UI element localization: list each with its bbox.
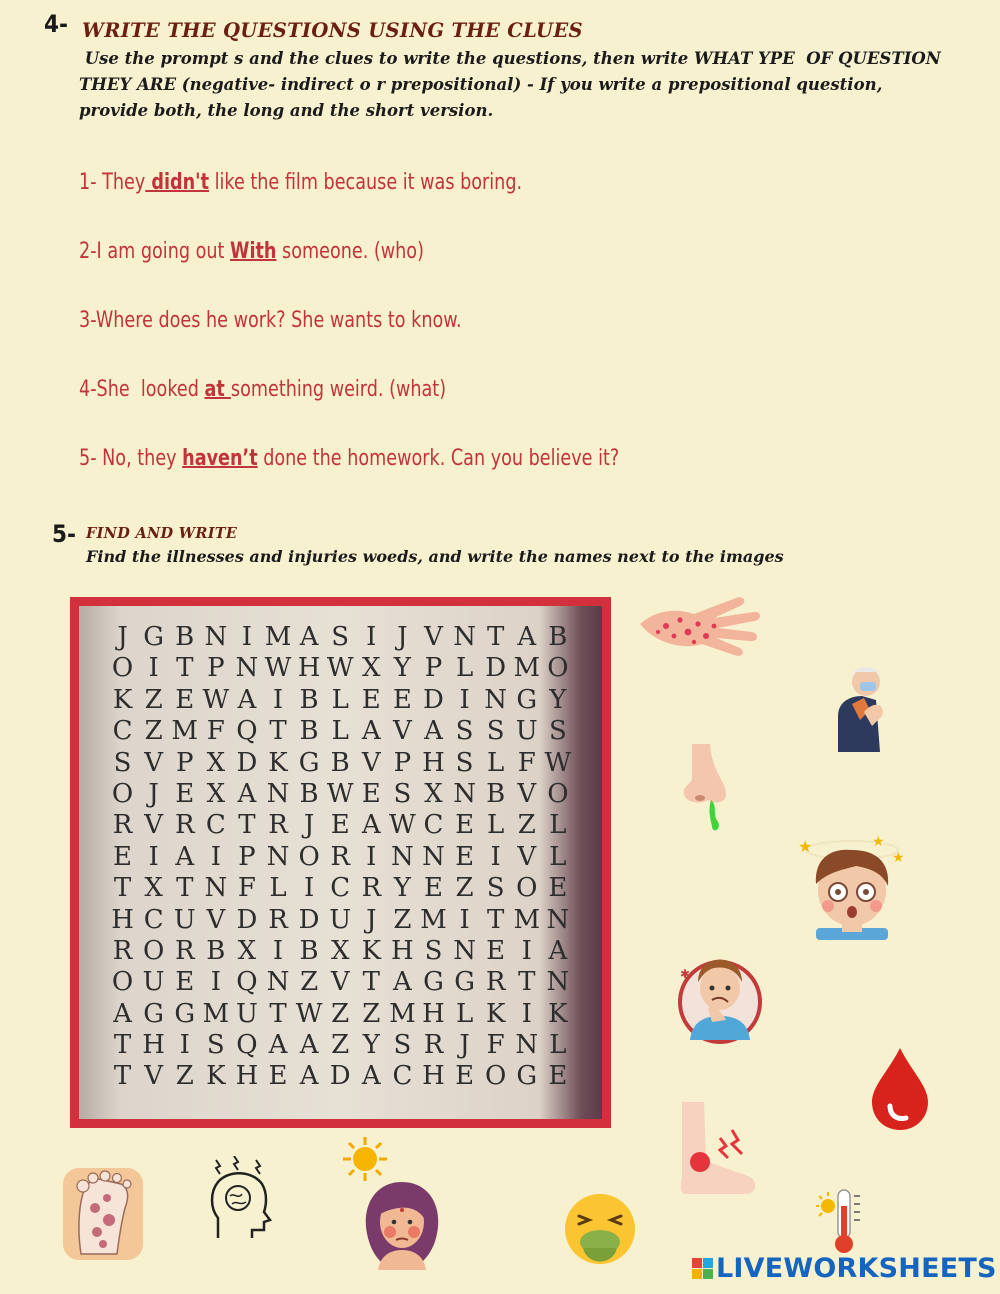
word-search-letter[interactable]: H (297, 653, 321, 684)
sore-throat-boy-icon (676, 942, 764, 1046)
svg-text:★: ★ (892, 850, 905, 866)
word-search-letter[interactable]: F (486, 1030, 505, 1061)
word-search-letter[interactable]: I (366, 622, 377, 652)
word-search-letter[interactable]: L (455, 653, 474, 684)
word-search-letter[interactable]: R (268, 904, 288, 935)
word-search-letter[interactable]: S (548, 716, 567, 747)
word-search-letter[interactable]: D (485, 653, 507, 684)
word-search-letter[interactable]: D (423, 684, 444, 715)
word-search-letter[interactable]: X (330, 935, 350, 966)
word-search-letter[interactable]: T (113, 873, 132, 904)
word-search-letter[interactable]: N (546, 904, 570, 935)
word-search-letter[interactable]: H (142, 1030, 165, 1061)
word-search-letter[interactable]: H (422, 998, 445, 1029)
word-search-letter[interactable]: A (299, 622, 319, 652)
word-search-letter[interactable]: M (171, 716, 199, 747)
word-search-letter[interactable]: E (268, 1061, 288, 1092)
question-4 (79, 377, 446, 402)
word-search-letter[interactable]: U (329, 904, 352, 935)
word-search-letter[interactable]: O (142, 935, 165, 966)
word-search-letter[interactable]: T (238, 810, 256, 841)
svg-text:✱: ✱ (680, 967, 691, 981)
word-search-letter[interactable]: G (423, 967, 444, 998)
coughing-man-icon (830, 660, 896, 754)
word-search-letter[interactable]: A (548, 935, 568, 966)
question-text: like the film because it was boring. (209, 170, 523, 195)
question-text: done the homework. Can you believe it? (257, 446, 620, 471)
word-search-letter[interactable]: F (206, 716, 225, 747)
word-search-letter[interactable]: V (144, 747, 164, 778)
sunburn-girl-icon (360, 1178, 444, 1270)
question-text: someone. (who) (276, 239, 424, 264)
word-search-letter[interactable]: Y (393, 873, 411, 904)
word-search-letter[interactable]: B (299, 716, 319, 747)
word-search-letter[interactable]: S (393, 1030, 412, 1061)
word-search-letter[interactable]: J (397, 622, 408, 652)
word-search-letter[interactable]: I (366, 841, 377, 872)
word-search-letter[interactable]: V (144, 810, 164, 841)
word-search-letter[interactable]: T (269, 716, 287, 747)
word-search-letter[interactable]: R (174, 810, 195, 841)
word-search-letter[interactable]: X (144, 873, 163, 904)
question-1 (79, 170, 522, 195)
word-search-letter[interactable]: D (329, 1061, 351, 1092)
word-search-letter[interactable]: H (235, 1061, 259, 1092)
word-search-letter[interactable]: C (205, 810, 226, 841)
word-search-letter[interactable]: Q (236, 716, 258, 747)
word-search-letter[interactable]: T (176, 873, 194, 904)
word-search-letter[interactable]: N (204, 873, 228, 904)
word-search-letter[interactable]: O (547, 653, 569, 684)
word-search-letter[interactable]: N (546, 967, 570, 998)
word-search-letter[interactable]: E (548, 873, 568, 904)
word-search-letter[interactable]: E (548, 1061, 568, 1092)
word-search-letter[interactable]: N (422, 841, 445, 872)
word-search-letter[interactable]: I (521, 935, 532, 966)
word-search-letter[interactable]: M (389, 998, 416, 1029)
word-search-letter[interactable]: I (459, 904, 470, 935)
word-search-letter[interactable]: C (330, 873, 351, 904)
word-search-letter[interactable]: Z (455, 873, 474, 904)
word-search-letter[interactable]: T (269, 998, 287, 1029)
question-text: 3-Where does he work? She wants to know. (79, 308, 462, 333)
word-search-letter[interactable]: G (516, 684, 538, 715)
word-search-letter[interactable]: W (202, 684, 230, 715)
word-search-grid[interactable] (107, 622, 573, 1093)
instruction-line-2: THEY ARE (negative- indirect o r prepositional) - If you write a prepositional question, (79, 75, 883, 94)
word-search-letter[interactable]: S (455, 716, 474, 747)
word-search-letter[interactable]: Q (236, 967, 258, 998)
word-search-letter[interactable]: I (210, 967, 221, 998)
word-search-letter[interactable]: E (392, 684, 412, 715)
question-5 (79, 446, 619, 471)
rash-hand-icon (636, 580, 762, 666)
word-search-letter[interactable]: A (268, 1030, 288, 1061)
word-search-letter[interactable]: B (175, 622, 195, 652)
word-search-letter[interactable]: E (455, 810, 475, 841)
runny-nose-icon (678, 742, 736, 836)
logo-mark-icon (692, 1258, 713, 1279)
word-search-letter[interactable]: H (422, 1061, 445, 1092)
word-search-letter[interactable]: G (143, 622, 165, 652)
vomiting-face-icon (563, 1192, 637, 1266)
question-key-word: With (230, 239, 277, 264)
word-search-letter[interactable]: L (331, 716, 349, 747)
word-search-letter[interactable]: P (238, 841, 256, 872)
word-search-letter[interactable]: R (112, 810, 133, 841)
word-search-letter[interactable]: A (361, 716, 381, 747)
word-search-letter[interactable]: E (455, 841, 475, 872)
question-3 (79, 308, 462, 333)
word-search-letter[interactable]: D (236, 747, 258, 778)
word-search-letter[interactable]: B (330, 747, 350, 778)
word-search-letter[interactable]: C (143, 904, 164, 935)
word-search-letter[interactable]: R (174, 935, 195, 966)
word-search-letter[interactable]: O (111, 778, 134, 809)
word-search-letter[interactable]: S (424, 935, 443, 966)
word-search-letter[interactable]: W (326, 778, 354, 809)
word-search-letter[interactable]: L (487, 810, 505, 841)
word-search-letter[interactable]: T (176, 653, 194, 684)
word-search-letter[interactable]: M (202, 998, 230, 1029)
word-search-letter[interactable]: C (112, 716, 133, 747)
word-search-letter[interactable]: O (485, 1061, 507, 1092)
word-search-letter[interactable]: I (303, 873, 315, 904)
section-4-number: 4- (44, 10, 68, 38)
word-search-letter[interactable]: L (549, 841, 567, 872)
word-search-letter[interactable]: T (487, 622, 505, 652)
word-search-letter[interactable]: T (113, 1030, 132, 1061)
word-search-letter[interactable]: V (144, 1061, 164, 1092)
word-search-letter[interactable]: K (206, 1061, 226, 1092)
word-search-letter[interactable]: A (393, 967, 412, 998)
word-search-letter[interactable]: O (111, 967, 134, 998)
word-search-letter[interactable]: I (272, 935, 284, 966)
word-search-letter[interactable]: S (486, 716, 505, 747)
section-5-title: FIND AND WRITE (86, 525, 238, 542)
blood-drop-icon (870, 1046, 930, 1132)
word-search-letter[interactable]: N (484, 684, 508, 715)
word-search-letter[interactable]: Z (331, 1030, 350, 1061)
word-search-letter[interactable]: L (549, 1030, 567, 1061)
word-search-letter[interactable]: Z (144, 684, 163, 715)
word-search-letter[interactable]: J (459, 1030, 470, 1061)
word-search-letter[interactable]: K (548, 998, 568, 1029)
question-key-word: haven’t (182, 446, 258, 471)
word-search-letter[interactable]: O (547, 778, 569, 809)
word-search-letter[interactable]: Y (362, 1030, 380, 1061)
question-text: 5- No, they (79, 446, 183, 471)
word-search-letter[interactable]: Z (144, 716, 163, 747)
word-search-letter[interactable]: P (393, 747, 412, 778)
word-search-letter[interactable]: P (207, 653, 225, 684)
word-search-letter[interactable]: B (206, 935, 226, 966)
word-search-letter[interactable]: S (206, 1030, 225, 1061)
fever-thermometer-icon (814, 1186, 868, 1256)
word-search-letter[interactable]: G (454, 967, 475, 998)
word-search-letter[interactable]: U (173, 904, 196, 935)
logo-text: LIVEWORKSHEETS (716, 1253, 997, 1284)
word-search-letter[interactable]: N (391, 841, 414, 872)
word-search-letter[interactable]: L (455, 998, 474, 1029)
word-search-letter[interactable]: W (264, 653, 292, 684)
word-search-letter[interactable]: R (361, 873, 382, 904)
word-search-letter[interactable]: Q (236, 1030, 258, 1061)
word-search-letter[interactable]: N (453, 778, 476, 809)
word-search-letter[interactable]: N (266, 841, 290, 872)
sprained-ankle-icon (676, 1100, 760, 1196)
word-search-letter[interactable]: Z (362, 998, 381, 1029)
section-5-number: 5- (52, 520, 76, 548)
word-search-letter[interactable]: M (420, 904, 447, 935)
word-search-letter[interactable]: E (330, 810, 350, 841)
word-search-letter[interactable]: Z (300, 967, 319, 998)
word-search-letter[interactable]: V (361, 747, 381, 778)
word-search-letter[interactable]: I (490, 841, 501, 872)
word-search-letter[interactable]: F (517, 747, 536, 778)
word-search-letter[interactable]: I (148, 653, 159, 684)
question-2 (79, 239, 424, 264)
question-key-word: didn't (145, 170, 209, 195)
word-search-letter[interactable]: Z (331, 998, 350, 1029)
word-search-letter[interactable]: D (236, 904, 258, 935)
word-search-letter[interactable]: G (298, 747, 320, 778)
question-text: something weird. (what) (230, 377, 447, 402)
word-search-letter[interactable]: V (330, 967, 350, 998)
word-search-letter[interactable]: E (175, 967, 195, 998)
word-search-letter[interactable]: I (148, 841, 159, 872)
word-search-letter[interactable]: A (424, 716, 443, 747)
word-search-letter[interactable]: R (485, 967, 506, 998)
word-search-letter[interactable]: L (269, 873, 287, 904)
word-search-letter[interactable]: W (295, 998, 323, 1029)
word-search-letter[interactable]: E (175, 778, 195, 809)
word-search-letter[interactable]: L (549, 810, 567, 841)
word-search-letter[interactable]: O (298, 841, 320, 872)
word-search-letter[interactable]: K (112, 684, 133, 715)
word-search-letter[interactable]: X (424, 778, 443, 809)
word-search-letter[interactable]: R (112, 935, 133, 966)
word-search-letter[interactable]: A (175, 841, 195, 872)
question-text: 2-I am going out (79, 239, 231, 264)
word-search-letter[interactable]: A (361, 810, 381, 841)
word-search-letter[interactable]: E (486, 935, 506, 966)
word-search-letter[interactable]: E (175, 684, 195, 715)
word-search-letter[interactable]: Z (393, 904, 412, 935)
word-search-letter[interactable]: N (453, 935, 476, 966)
word-search-paper (79, 606, 602, 1119)
word-search-letter[interactable]: V (206, 904, 226, 935)
word-search-letter[interactable]: O (516, 873, 538, 904)
word-search-letter[interactable]: J (148, 778, 159, 809)
word-search-letter[interactable]: J (366, 904, 377, 935)
word-search-letter[interactable]: Y (549, 684, 567, 715)
word-search-letter[interactable]: I (179, 1030, 190, 1061)
word-search-letter[interactable]: D (298, 904, 320, 935)
word-search-letter[interactable]: Z (175, 1061, 194, 1092)
question-key-word: at (204, 377, 231, 402)
word-search-letter[interactable]: H (391, 935, 414, 966)
question-text: 4-She looked (79, 377, 205, 402)
word-search-letter[interactable]: S (455, 747, 474, 778)
headache-head-icon (208, 1156, 272, 1240)
word-search-letter[interactable]: T (518, 967, 536, 998)
word-search-letter[interactable]: M (264, 622, 292, 652)
svg-text:★: ★ (872, 834, 885, 850)
word-search-letter[interactable]: A (113, 998, 132, 1029)
word-search-letter[interactable]: I (272, 684, 284, 715)
word-search-letter[interactable]: X (206, 747, 226, 778)
word-search-letter[interactable]: B (299, 935, 319, 966)
word-search-letter[interactable]: N (266, 967, 290, 998)
word-search-letter[interactable]: B (299, 778, 319, 809)
word-search-letter[interactable]: I (210, 841, 221, 872)
word-search-letter[interactable]: T (362, 967, 380, 998)
word-search-letter[interactable]: P (175, 747, 194, 778)
word-search-letter[interactable]: W (326, 653, 354, 684)
word-search-letter[interactable]: K (485, 998, 506, 1029)
sun-icon (342, 1136, 388, 1182)
word-search-letter[interactable]: A (361, 1061, 381, 1092)
word-search-letter[interactable]: G (174, 998, 196, 1029)
word-search-letter[interactable]: L (487, 747, 505, 778)
word-search-letter[interactable]: T (487, 904, 505, 935)
section-4-title: WRITE THE QUESTIONS USING THE CLUES (82, 19, 583, 42)
word-search-letter[interactable]: A (237, 778, 257, 809)
word-search-letter[interactable]: O (111, 653, 134, 684)
word-search-letter[interactable]: E (455, 1061, 475, 1092)
word-search-frame (70, 597, 611, 1128)
word-search-letter[interactable]: M (513, 904, 541, 935)
word-search-letter[interactable]: G (516, 1061, 538, 1092)
word-search-letter[interactable]: S (393, 778, 412, 809)
word-search-letter[interactable]: A (299, 1061, 319, 1092)
word-search-letter[interactable]: N (204, 622, 228, 652)
word-search-letter[interactable]: B (548, 622, 568, 652)
word-search-letter[interactable]: H (422, 747, 445, 778)
word-search-letter[interactable]: S (113, 747, 132, 778)
word-search-letter[interactable]: M (513, 653, 541, 684)
word-search-letter[interactable]: X (237, 935, 257, 966)
word-search-letter[interactable]: W (389, 810, 416, 841)
word-search-letter[interactable]: C (392, 1061, 413, 1092)
word-search-letter[interactable]: R (330, 841, 350, 872)
word-search-letter[interactable]: N (453, 622, 476, 652)
word-search-letter[interactable]: N (515, 1030, 539, 1061)
liveworksheets-logo (692, 1253, 997, 1284)
word-search-letter[interactable]: K (268, 747, 288, 778)
word-search-letter[interactable]: C (423, 810, 444, 841)
section-5-instructions: Find the illnesses and injuries woeds, and write the names next to the images (86, 547, 784, 566)
word-search-letter[interactable]: A (237, 684, 257, 715)
word-search-letter[interactable]: S (331, 622, 350, 652)
word-search-letter[interactable]: V (424, 622, 443, 652)
dizzy-boy-icon (798, 832, 910, 944)
question-text: 1- They (79, 170, 146, 195)
word-search-letter[interactable]: V (517, 841, 537, 872)
word-search-letter[interactable]: J (303, 810, 315, 841)
word-search-letter[interactable]: L (331, 684, 349, 715)
word-search-letter[interactable]: N (235, 653, 259, 684)
word-search-letter[interactable]: I (459, 684, 470, 715)
section-4-instructions (79, 46, 989, 124)
word-search-letter[interactable]: U (235, 998, 258, 1029)
word-search-letter[interactable]: Y (393, 653, 411, 684)
word-search-letter[interactable]: E (361, 778, 381, 809)
word-search-letter[interactable]: J (117, 622, 128, 652)
word-search-letter[interactable]: I (521, 998, 532, 1029)
word-search-letter[interactable]: S (486, 873, 505, 904)
word-search-letter[interactable]: U (142, 967, 165, 998)
word-search-letter[interactable]: G (143, 998, 165, 1029)
instruction-line-3: provide both, the long and the short version. (79, 101, 494, 120)
word-search-letter[interactable]: P (424, 653, 443, 684)
word-search-letter[interactable]: E (361, 684, 381, 715)
word-search-letter[interactable]: V (517, 778, 537, 809)
word-search-letter[interactable]: V (393, 716, 412, 747)
instruction-line-1: Use the prompt s and the clues to write the questions, then write WHAT YPE OF QUESTION (79, 49, 941, 68)
word-search-letter[interactable]: A (299, 1030, 319, 1061)
word-search-letter[interactable]: W (544, 747, 572, 778)
word-search-letter[interactable]: X (206, 778, 226, 809)
word-search-letter[interactable]: T (113, 1061, 132, 1092)
word-search-letter[interactable]: B (486, 778, 506, 809)
word-search-letter[interactable]: E (113, 841, 133, 872)
svg-text:★: ★ (798, 837, 813, 856)
word-search-letter[interactable]: N (266, 778, 290, 809)
word-search-letter[interactable]: H (111, 904, 134, 935)
word-search-letter[interactable]: A (517, 622, 537, 652)
word-search-letter[interactable]: X (362, 653, 381, 684)
word-search-letter[interactable]: F (237, 873, 256, 904)
infected-foot-icon (63, 1168, 143, 1260)
word-search-letter[interactable]: R (423, 1030, 444, 1061)
word-search-letter[interactable]: K (361, 935, 382, 966)
word-search-letter[interactable]: E (423, 873, 443, 904)
word-search-letter[interactable]: R (268, 810, 288, 841)
word-search-letter[interactable]: I (241, 622, 253, 652)
word-search-letter[interactable]: Z (517, 810, 536, 841)
word-search-letter[interactable]: U (515, 716, 538, 747)
word-search-letter[interactable]: B (299, 684, 319, 715)
